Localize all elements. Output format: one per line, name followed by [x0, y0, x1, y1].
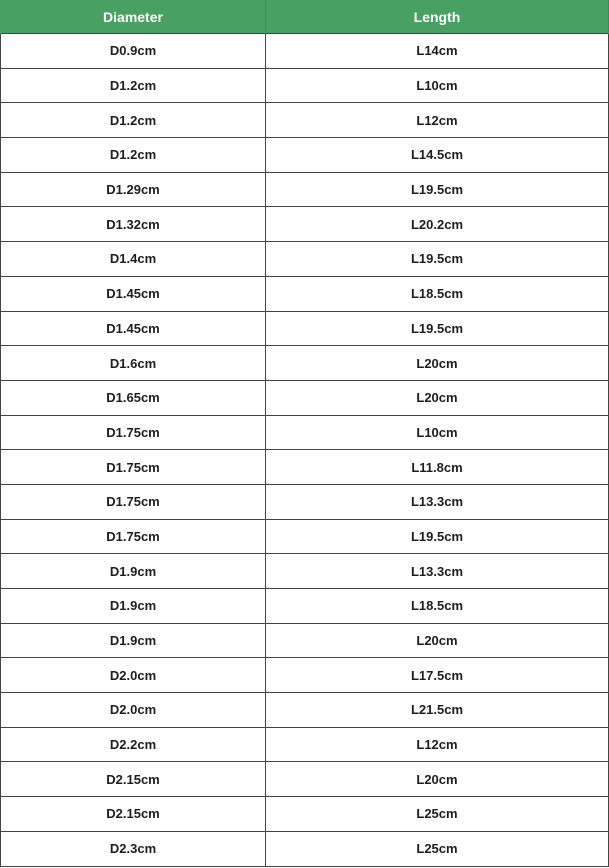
table-row: [1, 346, 609, 381]
diameter-cell: D2.15cm: [1, 797, 266, 832]
diameter-cell: D1.45cm: [1, 276, 266, 311]
table-body: [1, 34, 609, 867]
diameter-cell: D2.3cm: [1, 831, 266, 866]
diameter-cell: D2.0cm: [1, 658, 266, 693]
column-header-diameter: Diameter: [1, 0, 266, 34]
table-row: [1, 589, 609, 624]
diameter-cell: D1.75cm: [1, 450, 266, 485]
length-cell: L20cm: [266, 380, 609, 415]
diameter-cell: D1.65cm: [1, 380, 266, 415]
length-cell: L21.5cm: [266, 693, 609, 728]
table-row: [1, 831, 609, 866]
length-cell: L20cm: [266, 623, 609, 658]
diameter-cell: D1.32cm: [1, 207, 266, 242]
length-cell: L13.3cm: [266, 554, 609, 589]
table-row: [1, 623, 609, 658]
length-cell: L18.5cm: [266, 276, 609, 311]
diameter-cell: D1.2cm: [1, 68, 266, 103]
diameter-cell: D1.75cm: [1, 519, 266, 554]
table-row: [1, 484, 609, 519]
column-header-length: Length: [266, 0, 609, 34]
table-row: [1, 762, 609, 797]
length-cell: L20cm: [266, 346, 609, 381]
table-row: [1, 693, 609, 728]
table-row: [1, 68, 609, 103]
diameter-cell: D2.0cm: [1, 693, 266, 728]
length-cell: L20.2cm: [266, 207, 609, 242]
table-row: [1, 727, 609, 762]
diameter-cell: D0.9cm: [1, 34, 266, 69]
diameter-cell: D1.75cm: [1, 484, 266, 519]
length-cell: L12cm: [266, 727, 609, 762]
diameter-cell: D1.2cm: [1, 138, 266, 173]
diameter-cell: D2.2cm: [1, 727, 266, 762]
table-row: [1, 276, 609, 311]
length-cell: L17.5cm: [266, 658, 609, 693]
length-cell: L19.5cm: [266, 172, 609, 207]
table-row: [1, 658, 609, 693]
length-cell: L20cm: [266, 762, 609, 797]
table-row: [1, 172, 609, 207]
table-row: [1, 103, 609, 138]
diameter-cell: D1.9cm: [1, 554, 266, 589]
length-cell: L13.3cm: [266, 484, 609, 519]
diameter-cell: D1.45cm: [1, 311, 266, 346]
table-row: [1, 207, 609, 242]
diameter-cell: D1.2cm: [1, 103, 266, 138]
table-row: [1, 554, 609, 589]
diameter-cell: D1.6cm: [1, 346, 266, 381]
length-cell: L25cm: [266, 797, 609, 832]
table-row: [1, 34, 609, 69]
length-cell: L19.5cm: [266, 311, 609, 346]
table-header: [1, 0, 609, 34]
diameter-cell: D1.9cm: [1, 623, 266, 658]
length-cell: L14cm: [266, 34, 609, 69]
table-row: [1, 380, 609, 415]
length-cell: L14.5cm: [266, 138, 609, 173]
diameter-cell: D2.15cm: [1, 762, 266, 797]
header-row: [1, 0, 609, 34]
length-cell: L18.5cm: [266, 589, 609, 624]
length-cell: L11.8cm: [266, 450, 609, 485]
table-row: [1, 242, 609, 277]
table-row: [1, 138, 609, 173]
length-cell: L25cm: [266, 831, 609, 866]
length-cell: L10cm: [266, 415, 609, 450]
diameter-cell: D1.75cm: [1, 415, 266, 450]
diameter-cell: D1.29cm: [1, 172, 266, 207]
length-cell: L19.5cm: [266, 242, 609, 277]
table-row: [1, 450, 609, 485]
table-row: [1, 797, 609, 832]
table-row: [1, 311, 609, 346]
diameter-cell: D1.4cm: [1, 242, 266, 277]
table-row: [1, 519, 609, 554]
length-cell: L12cm: [266, 103, 609, 138]
table-row: [1, 415, 609, 450]
length-cell: L10cm: [266, 68, 609, 103]
length-cell: L19.5cm: [266, 519, 609, 554]
diameter-cell: D1.9cm: [1, 589, 266, 624]
